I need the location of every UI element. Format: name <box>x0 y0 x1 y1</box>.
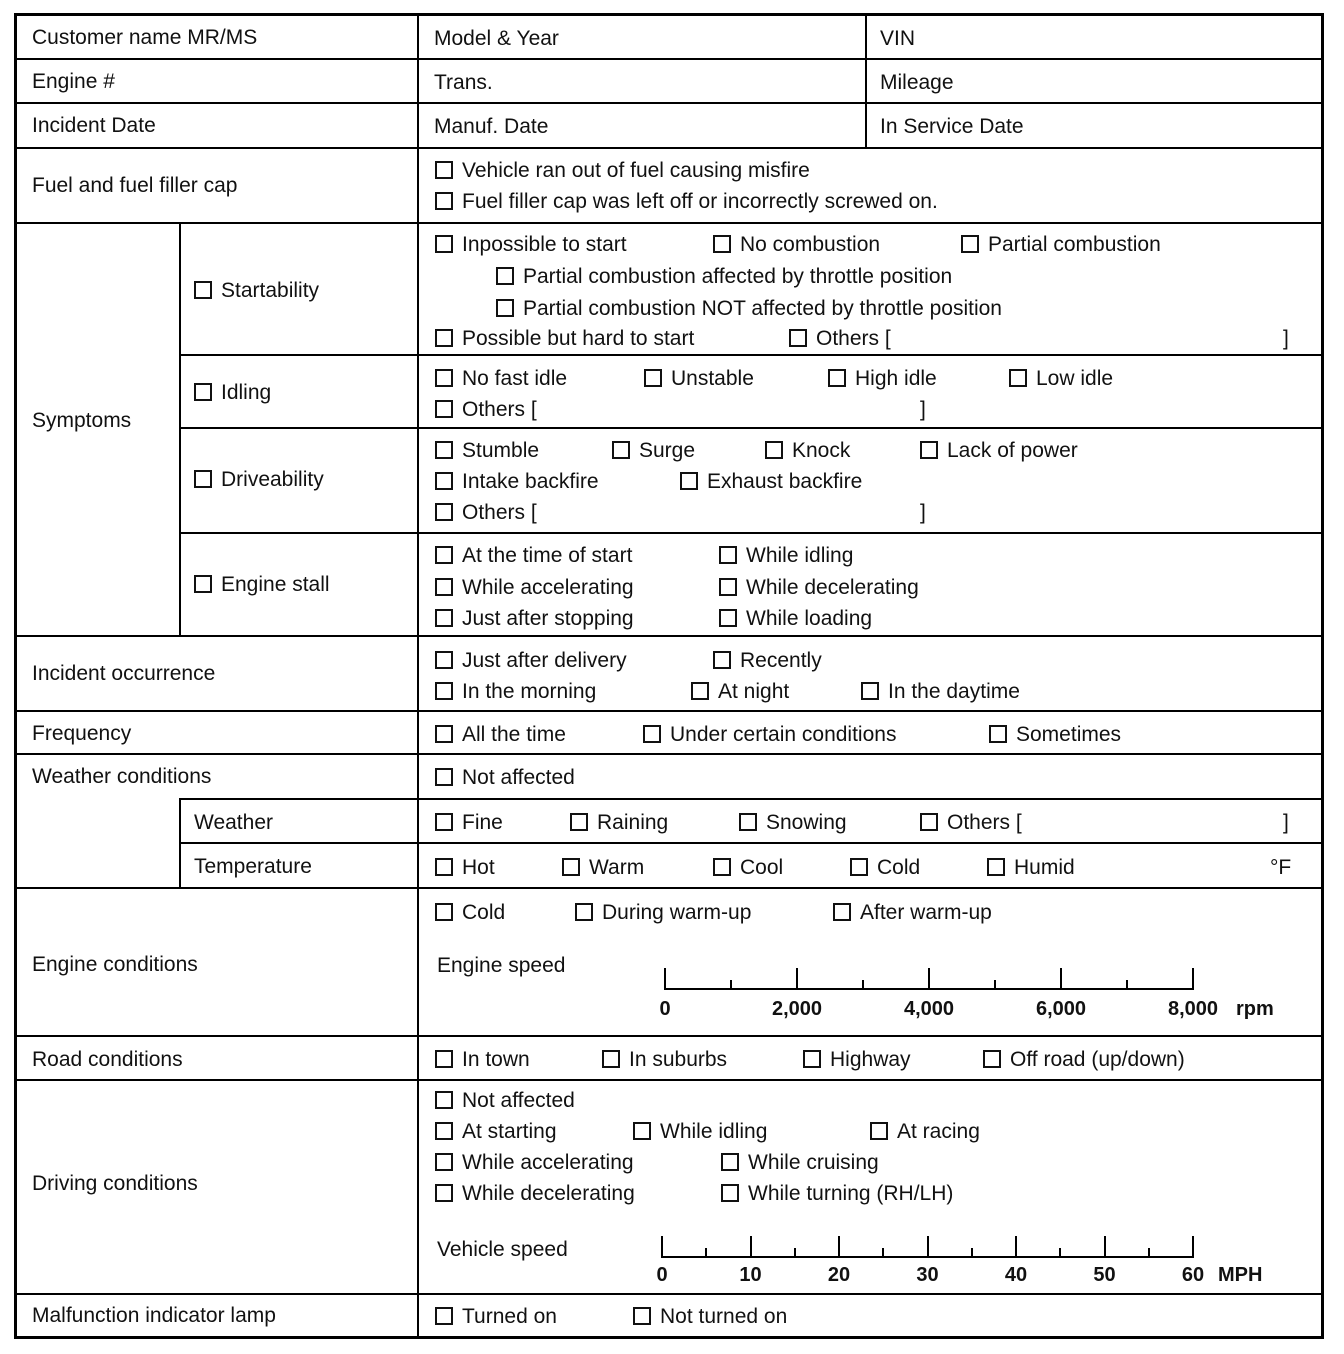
checkbox[interactable] <box>920 813 938 831</box>
driveability-option[interactable] <box>435 439 539 463</box>
rule <box>179 427 1321 429</box>
mph-tick-label: 50 <box>1093 1264 1116 1286</box>
checkbox[interactable] <box>602 1050 620 1068</box>
checkbox[interactable] <box>194 470 212 488</box>
checkbox[interactable] <box>961 235 979 253</box>
rule <box>17 753 1321 755</box>
checkbox[interactable] <box>435 369 453 387</box>
option-label: Others [ <box>816 327 891 350</box>
option-label: Startability <box>221 279 320 302</box>
checkbox[interactable] <box>435 1050 453 1068</box>
rpm-tick-label: 2,000 <box>771 998 823 1020</box>
driveability-checkbox[interactable] <box>194 468 324 492</box>
option-label: Partial combustion affected by throttle position <box>523 265 953 288</box>
mph-minor-tick <box>794 1248 796 1257</box>
temperature-label: Temperature <box>194 855 312 878</box>
option-label: While accelerating <box>462 1151 634 1174</box>
driveability-option[interactable] <box>435 470 599 494</box>
option-label: Cold <box>877 856 921 879</box>
startability-option[interactable] <box>435 233 627 257</box>
startability-option[interactable] <box>496 297 1002 321</box>
temperature-option[interactable] <box>435 856 495 880</box>
mph-tick-label: 40 <box>1004 1264 1028 1286</box>
fuel-option[interactable] <box>435 190 938 214</box>
option-label: Engine stall <box>221 573 330 596</box>
rule <box>17 147 1321 149</box>
fuel-label: Fuel and fuel filler cap <box>32 174 238 197</box>
road-option[interactable] <box>983 1048 1185 1072</box>
weather-option[interactable] <box>920 811 1022 835</box>
checkbox[interactable] <box>575 903 593 921</box>
engine-stall-option[interactable] <box>719 544 853 568</box>
checkbox[interactable] <box>435 1122 453 1140</box>
mph-scale-unit: MPH <box>1218 1264 1263 1286</box>
startability-option[interactable] <box>435 327 694 351</box>
mph-major-tick <box>1104 1236 1106 1257</box>
checkbox[interactable] <box>496 267 514 285</box>
incident-option[interactable] <box>435 649 627 673</box>
checkbox[interactable] <box>435 1091 453 1109</box>
mph-major-tick <box>1015 1236 1017 1257</box>
checkbox[interactable] <box>789 329 807 347</box>
option-label: Intake backfire <box>462 470 599 493</box>
rule <box>17 710 1321 712</box>
vin-label: VIN <box>880 27 916 50</box>
temperature-unit: °F <box>1270 856 1292 879</box>
checkbox[interactable] <box>435 441 453 459</box>
option-label: Vehicle ran out of fuel causing misfire <box>462 159 810 182</box>
option-label: Off road (up/down) <box>1010 1048 1185 1071</box>
checkbox[interactable] <box>435 1307 453 1325</box>
option-label: Turned on <box>462 1305 557 1328</box>
symptoms-label: Symptoms <box>32 409 132 432</box>
option-label: Recently <box>740 649 822 672</box>
option-label: While accelerating <box>462 576 634 599</box>
checkbox[interactable] <box>194 383 212 401</box>
checkbox[interactable] <box>850 858 868 876</box>
checkbox[interactable] <box>435 609 453 627</box>
driveability-option[interactable] <box>680 470 862 494</box>
mph-minor-tick <box>882 1248 884 1257</box>
rpm-minor-tick <box>1126 980 1128 989</box>
fuel-option[interactable] <box>435 159 810 183</box>
option-label: In the morning <box>462 680 597 703</box>
driveability-option[interactable] <box>765 439 850 463</box>
model-year-label: Model & Year <box>434 27 559 50</box>
checkbox[interactable] <box>1009 369 1027 387</box>
frequency-option[interactable] <box>643 723 896 747</box>
mph-minor-tick <box>1148 1248 1150 1257</box>
option-label: At racing <box>897 1120 980 1143</box>
bracket-close: ] <box>920 398 926 421</box>
mil-option[interactable] <box>633 1305 787 1329</box>
rpm-minor-tick <box>994 980 996 989</box>
checkbox[interactable] <box>435 1184 453 1202</box>
rpm-minor-tick <box>730 980 732 989</box>
checkbox[interactable] <box>435 161 453 179</box>
mph-major-tick <box>927 1236 929 1257</box>
engine-stall-checkbox[interactable] <box>194 573 330 597</box>
checkbox[interactable] <box>833 903 851 921</box>
road-label: Road conditions <box>32 1048 183 1071</box>
rule <box>417 16 419 1336</box>
driving-option[interactable] <box>633 1120 767 1144</box>
option-label: At starting <box>462 1120 557 1143</box>
temperature-option[interactable] <box>713 856 783 880</box>
rule <box>179 222 181 635</box>
incident-label: Incident occurrence <box>32 662 216 685</box>
option-label: While idling <box>660 1120 768 1143</box>
rpm-tick-label: 8,000 <box>1167 998 1219 1020</box>
mph-minor-tick <box>971 1248 973 1257</box>
weather-option[interactable] <box>570 811 668 835</box>
checkbox[interactable] <box>435 400 453 418</box>
option-label: While idling <box>746 544 854 567</box>
option-label: Stumble <box>462 439 540 462</box>
incident-option[interactable] <box>435 680 596 704</box>
option-label: Partial combustion <box>988 233 1161 256</box>
checkbox[interactable] <box>435 1153 453 1171</box>
checkbox[interactable] <box>435 858 453 876</box>
manuf-date-label: Manuf. Date <box>434 115 549 138</box>
option-label: Sometimes <box>1016 723 1122 746</box>
checkbox[interactable] <box>870 1122 888 1140</box>
option-label: Others [ <box>947 811 1022 834</box>
mil-label: Malfunction indicator lamp <box>32 1304 276 1327</box>
incident-option[interactable] <box>691 680 789 704</box>
rule <box>17 635 1321 637</box>
incident-date-label: Incident Date <box>32 114 156 137</box>
checkbox[interactable] <box>828 369 846 387</box>
checkbox[interactable] <box>989 725 1007 743</box>
option-label: Under certain conditions <box>670 723 897 746</box>
checkbox[interactable] <box>719 546 737 564</box>
incident-option[interactable] <box>861 680 1020 704</box>
driving-option[interactable] <box>435 1151 634 1175</box>
engine-stall-option[interactable] <box>719 576 919 600</box>
checkbox[interactable] <box>435 903 453 921</box>
option-label: While cruising <box>748 1151 879 1174</box>
checkbox[interactable] <box>435 578 453 596</box>
rule <box>17 1293 1321 1295</box>
option-label: In the daytime <box>888 680 1020 703</box>
checkbox[interactable] <box>719 609 737 627</box>
checkbox[interactable] <box>435 235 453 253</box>
mph-tick-label: 30 <box>916 1264 939 1286</box>
option-label: In suburbs <box>629 1048 728 1071</box>
engine-stall-option[interactable] <box>435 576 634 600</box>
bracket-close: ] <box>1283 327 1289 350</box>
startability-option[interactable] <box>496 265 952 289</box>
driveability-option[interactable] <box>612 439 695 463</box>
checkbox[interactable] <box>691 682 709 700</box>
startability-option[interactable] <box>789 327 891 351</box>
checkbox[interactable] <box>739 813 757 831</box>
option-label: Snowing <box>766 811 847 834</box>
checkbox[interactable] <box>633 1122 651 1140</box>
driving-option[interactable] <box>435 1120 557 1144</box>
option-label: Cool <box>740 856 784 879</box>
rpm-major-tick <box>796 968 798 989</box>
option-label: At the time of start <box>462 544 633 567</box>
engine-stall-option[interactable] <box>435 607 634 631</box>
option-label: Hot <box>462 856 495 879</box>
mileage-label: Mileage <box>880 71 954 94</box>
idling-option[interactable] <box>1009 367 1113 391</box>
rpm-tick-label: 4,000 <box>903 998 955 1020</box>
checkbox[interactable] <box>570 813 588 831</box>
driveability-option[interactable] <box>435 501 537 525</box>
option-label: While loading <box>746 607 873 630</box>
mph-major-tick <box>750 1236 752 1257</box>
driving-option[interactable] <box>435 1089 575 1113</box>
incident-option[interactable] <box>713 649 822 673</box>
mph-major-tick <box>661 1236 663 1257</box>
checkbox[interactable] <box>435 503 453 521</box>
mph-tick-label: 20 <box>827 1264 851 1286</box>
option-label: Partial combustion NOT affected by throttle position <box>523 297 1002 320</box>
rpm-major-tick <box>928 968 930 989</box>
checkbox[interactable] <box>713 651 731 669</box>
customer-name-label: Customer name MR/MS <box>32 26 258 49</box>
rpm-major-tick <box>664 968 666 989</box>
temperature-option[interactable] <box>850 856 920 880</box>
mph-minor-tick <box>1059 1248 1061 1257</box>
checkbox[interactable] <box>194 281 212 299</box>
temperature-option[interactable] <box>562 856 644 880</box>
option-label: Not affected <box>462 766 575 789</box>
rpm-major-tick <box>1192 968 1194 989</box>
option-label: Surge <box>639 439 696 462</box>
driving-label: Driving conditions <box>32 1172 198 1195</box>
rpm-tick-label: 0 <box>659 998 671 1020</box>
driving-option[interactable] <box>870 1120 980 1144</box>
weather-option[interactable] <box>435 811 503 835</box>
checkbox[interactable] <box>713 235 731 253</box>
option-label: Not affected <box>462 1089 575 1112</box>
frequency-option[interactable] <box>989 723 1121 747</box>
rpm-minor-tick <box>862 980 864 989</box>
option-label: Warm <box>589 856 645 879</box>
trans-label: Trans. <box>434 71 493 94</box>
engine-number-label: Engine # <box>32 70 115 93</box>
option-label: Knock <box>792 439 851 462</box>
checkbox[interactable] <box>861 682 879 700</box>
rule <box>17 1079 1321 1081</box>
temperature-option[interactable] <box>987 856 1075 880</box>
engine-conditions-label: Engine conditions <box>32 953 198 976</box>
checkbox[interactable] <box>435 329 453 347</box>
rule <box>17 58 1321 60</box>
rule <box>179 798 1321 800</box>
option-label: Raining <box>597 811 669 834</box>
road-option[interactable] <box>602 1048 727 1072</box>
engine-stall-option[interactable] <box>435 544 632 568</box>
option-label: After warm-up <box>860 901 992 924</box>
option-label: Lack of power <box>947 439 1078 462</box>
rpm-major-tick <box>1060 968 1062 989</box>
idling-option[interactable] <box>435 398 537 422</box>
mph-major-tick <box>838 1236 840 1257</box>
rpm-scale-unit: rpm <box>1236 998 1274 1020</box>
road-option[interactable] <box>435 1048 530 1072</box>
checkbox[interactable] <box>435 192 453 210</box>
checkbox[interactable] <box>496 299 514 317</box>
weather-not-affected[interactable] <box>435 766 575 790</box>
weather-conditions-label: Weather conditions <box>32 765 212 788</box>
mph-tick-label: 0 <box>656 1264 668 1286</box>
checkbox[interactable] <box>644 369 662 387</box>
checkbox[interactable] <box>721 1153 739 1171</box>
option-label: Possible but hard to start <box>462 327 695 350</box>
option-label: Exhaust backfire <box>707 470 863 493</box>
engine-speed-label: Engine speed <box>437 954 566 977</box>
driving-option[interactable] <box>721 1182 953 1206</box>
mph-major-tick <box>1192 1236 1194 1257</box>
rule <box>865 16 867 147</box>
mph-minor-tick <box>705 1248 707 1257</box>
option-label: Cold <box>462 901 506 924</box>
checkbox[interactable] <box>435 651 453 669</box>
rule <box>179 842 1321 844</box>
mph-tick-label: 10 <box>739 1264 762 1286</box>
checkbox[interactable] <box>435 682 453 700</box>
rule <box>17 1035 1321 1037</box>
weather-option[interactable] <box>739 811 847 835</box>
startability-option[interactable] <box>713 233 880 257</box>
weather-label: Weather <box>194 811 273 834</box>
option-label: All the time <box>462 723 566 746</box>
rule <box>17 887 1321 889</box>
engine-condition-option[interactable] <box>575 901 751 925</box>
option-label: Others [ <box>462 501 537 524</box>
option-label: During warm-up <box>602 901 752 924</box>
bracket-close: ] <box>1283 811 1289 834</box>
rule <box>179 532 1321 534</box>
idling-checkbox[interactable] <box>194 381 271 405</box>
option-label: No combustion <box>740 233 881 256</box>
option-label: While decelerating <box>746 576 919 599</box>
vehicle-speed-label: Vehicle speed <box>437 1238 568 1261</box>
in-service-date-label: In Service Date <box>880 115 1024 138</box>
option-label: Humid <box>1014 856 1075 879</box>
startability-checkbox[interactable] <box>194 279 319 303</box>
option-label: In town <box>462 1048 530 1071</box>
checkbox[interactable] <box>719 578 737 596</box>
option-label: Low idle <box>1036 367 1114 390</box>
option-label: Just after stopping <box>462 607 634 630</box>
option-label: While turning (RH/LH) <box>748 1182 954 1205</box>
option-label: At night <box>718 680 790 703</box>
rule <box>179 354 1321 356</box>
option-label: Just after delivery <box>462 649 627 672</box>
option-label: Not turned on <box>660 1305 788 1328</box>
startability-option[interactable] <box>961 233 1161 257</box>
checkbox[interactable] <box>920 441 938 459</box>
rule <box>179 798 181 887</box>
checkbox[interactable] <box>983 1050 1001 1068</box>
driveability-option[interactable] <box>920 439 1078 463</box>
checkbox[interactable] <box>803 1050 821 1068</box>
checkbox[interactable] <box>612 441 630 459</box>
driving-option[interactable] <box>721 1151 879 1175</box>
checkbox[interactable] <box>633 1307 651 1325</box>
option-label: Highway <box>830 1048 911 1071</box>
option-label: Idling <box>221 381 272 404</box>
idling-option[interactable] <box>435 367 567 391</box>
checkbox[interactable] <box>435 725 453 743</box>
checkbox[interactable] <box>765 441 783 459</box>
mil-option[interactable] <box>435 1305 557 1329</box>
engine-condition-option[interactable] <box>833 901 992 925</box>
frequency-label: Frequency <box>32 722 132 745</box>
option-label: Others [ <box>462 398 537 421</box>
option-label: No fast idle <box>462 367 568 390</box>
option-label: Driveability <box>221 468 324 491</box>
rpm-tick-label: 6,000 <box>1035 998 1087 1020</box>
checkbox[interactable] <box>713 858 731 876</box>
rule <box>17 102 1321 104</box>
frequency-option[interactable] <box>435 723 566 747</box>
option-label: While decelerating <box>462 1182 635 1205</box>
driving-option[interactable] <box>435 1182 635 1206</box>
checkbox[interactable] <box>680 472 698 490</box>
checkbox[interactable] <box>435 813 453 831</box>
rule <box>17 222 1321 224</box>
option-label: High idle <box>855 367 937 390</box>
option-label: Unstable <box>671 367 754 390</box>
checkbox[interactable] <box>643 725 661 743</box>
engine-condition-option[interactable] <box>435 901 505 925</box>
checkbox[interactable] <box>987 858 1005 876</box>
checkbox[interactable] <box>562 858 580 876</box>
idling-option[interactable] <box>644 367 754 391</box>
checkbox[interactable] <box>194 575 212 593</box>
checkbox[interactable] <box>721 1184 739 1202</box>
bracket-close: ] <box>920 501 926 524</box>
idling-option[interactable] <box>828 367 937 391</box>
checkbox[interactable] <box>435 768 453 786</box>
checkbox[interactable] <box>435 472 453 490</box>
option-label: Fuel filler cap was left off or incorrectly screwed on. <box>462 190 938 213</box>
mph-tick-label: 60 <box>1181 1264 1205 1286</box>
option-label: Inpossible to start <box>462 233 627 256</box>
road-option[interactable] <box>803 1048 911 1072</box>
option-label: Fine <box>462 811 503 834</box>
engine-stall-option[interactable] <box>719 607 872 631</box>
checkbox[interactable] <box>435 546 453 564</box>
